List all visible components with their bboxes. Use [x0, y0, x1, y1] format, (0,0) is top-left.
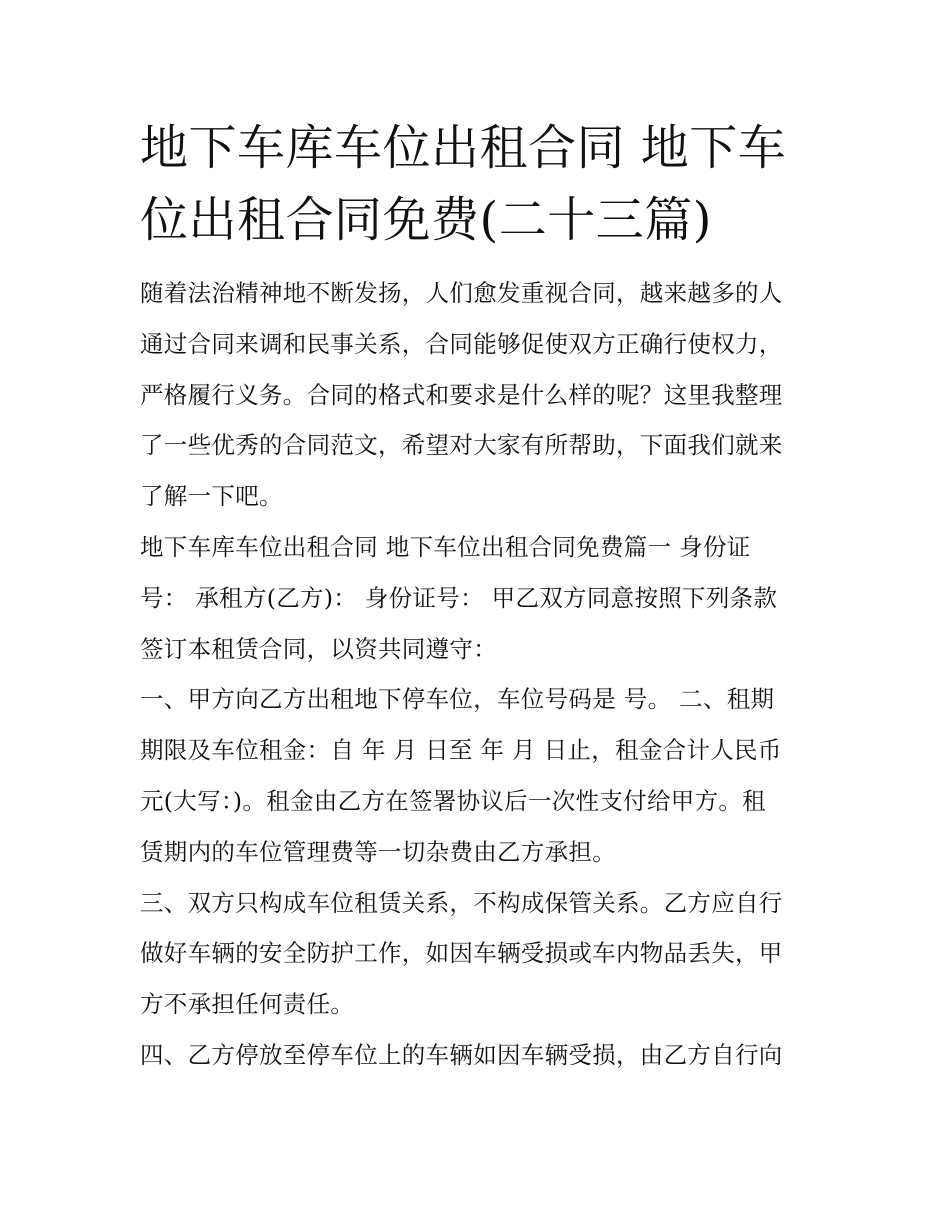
body-line: 赁期内的车位管理费等一切杂费由乙方承担。 — [140, 837, 616, 866]
body-line: 期限及车位租金：自 年 月 日至 年 月 日止，租金合计人民币 — [140, 736, 782, 765]
body-line: 签订本租赁合同，以资共同遵守： — [140, 634, 497, 663]
body-line: 元(大写：)。租金由乙方在签署协议后一次性支付给甲方。租 — [140, 786, 766, 815]
document-title — [140, 112, 812, 256]
title-line: 位出租合同免费(二十三篇) — [140, 192, 712, 248]
body-line: 了解一下吧。 — [140, 482, 283, 511]
body-line: 方不承担任何责任。 — [140, 990, 355, 1019]
body-line: 地下车库车位出租合同 地下车位出租合同免费篇一 身份证 — [140, 532, 751, 561]
title-line: 地下车库车位出租合同 地下车 — [140, 120, 787, 176]
document-page — [140, 112, 812, 1081]
document-body — [140, 268, 812, 1081]
body-line: 做好车辆的安全防护工作，如因车辆受损或车内物品丢失，甲 — [140, 939, 783, 968]
body-line: 了一些优秀的合同范文，希望对大家有所帮助，下面我们就来 — [140, 431, 783, 460]
body-line: 四、乙方停放至停车位上的车辆如因车辆受损，由乙方自行向 — [140, 1040, 783, 1069]
body-line: 通过合同来调和民事关系，合同能够促使双方正确行使权力， — [140, 329, 783, 358]
body-line: 随着法治精神地不断发扬，人们愈发重视合同，越来越多的人 — [140, 279, 783, 307]
body-line: 三、双方只构成车位租赁关系，不构成保管关系。乙方应自行 — [140, 888, 783, 917]
body-line: 严格履行义务。合同的格式和要求是什么样的呢？这里我整理 — [140, 380, 783, 409]
body-line: 号： 承租方(乙方)： 身份证号： 甲乙双方同意按照下列条款 — [140, 583, 778, 612]
body-line: 一、甲方向乙方出租地下停车位，车位号码是 号。 二、租期 — [140, 685, 775, 714]
